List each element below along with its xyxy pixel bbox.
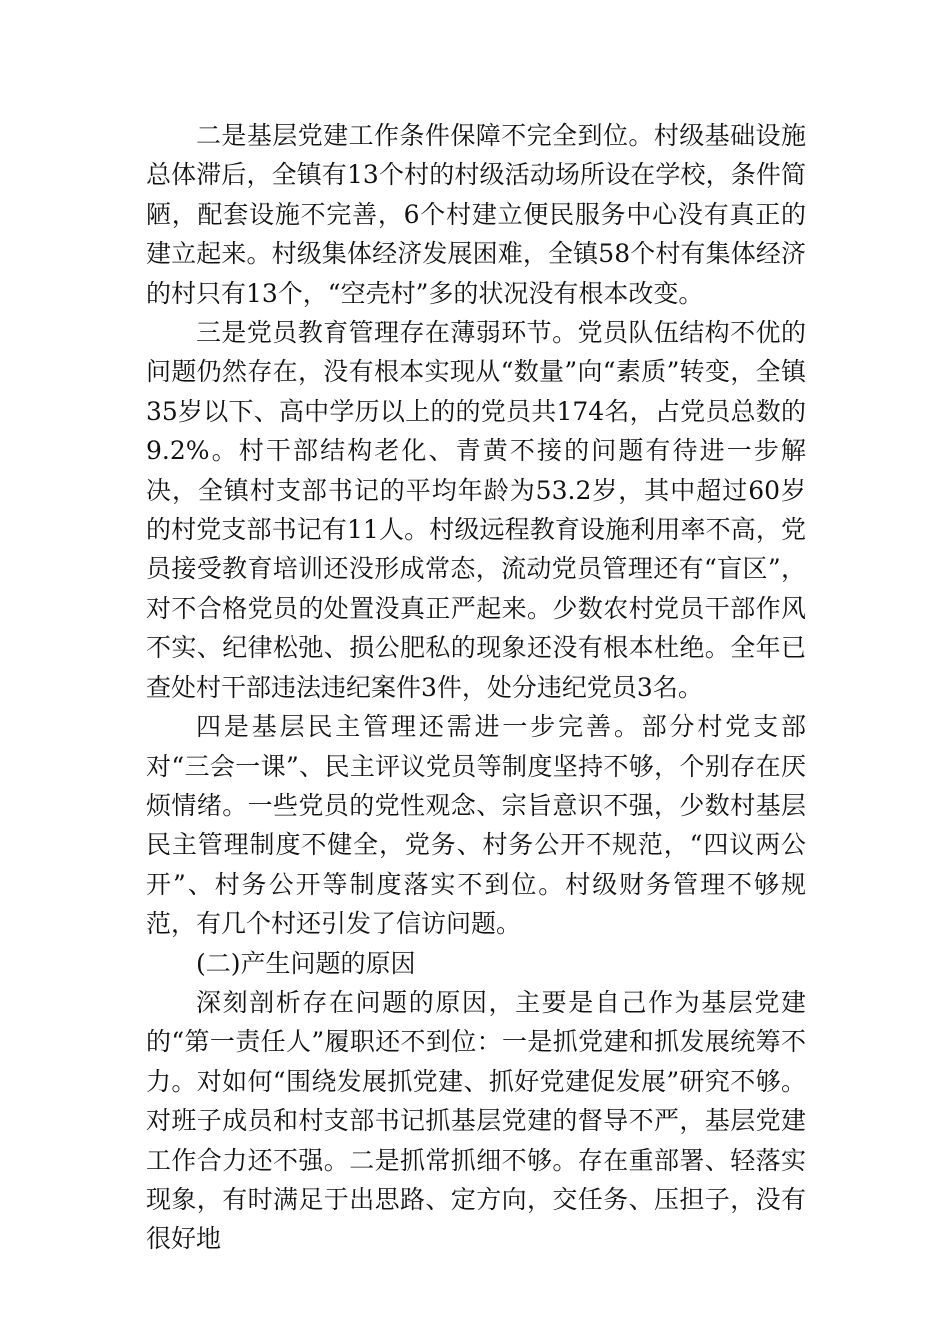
paragraph-member-education: 三是党员教育管理存在薄弱环节。党员队伍结构不优的问题仍然存在，没有根本实现从“数量”向“素质”转变，全镇35岁以下、高中学历以上的的党员共174名，占党员总数的9.2%。村干部结构老化、青黄不接的问题有待进一步解决，全镇村支部书记的平均年龄为53.2岁，其中超过60岁的村党支部书记有11人。村级远程教育设施利用率不高，党员接受教育培训还没形成常态，流动党员管理还有“盲区”，对不合格党员的处置没真正严起来。少数农村党员干部作风不实、纪律松弛、损公肥私的现象还没有根本杜绝。全年已查处村干部违法违纪案件3件，处分违纪党员3名。	[146, 318, 806, 702]
paragraph-cause-analysis: 深刻剖析存在问题的原因，主要是自己作为基层党建的“第一责任人”履职还不到位：一是抓党建和抓发展统筹不力。对如何“围绕发展抓党建、抓好党建促发展”研究不够。对班子成员和村支部书记抓基层党建的督导不严，基层党建工作合力还不强。二是抓常抓细不够。存在重部署、轻落实现象，有时满足于出思路、定方向，交任务、压担子，没有很好地	[146, 987, 806, 1254]
paragraph-condition-guarantee: 二是基层党建工作条件保障不完全到位。村级基础设施总体滞后，全镇有13个村的村级活动场所设在学校，条件简陋，配套设施不完善，6个村建立便民服务中心没有真正的建立起来。村级集体经济发展困难，全镇58个村有集体经济的村只有13个，“空壳村”多的状况没有根本改变。	[146, 121, 806, 308]
paragraph-democratic-management: 四是基层民主管理还需进一步完善。部分村党支部对“三会一课”、民主评议党员等制度坚持不够，个别存在厌烦情绪。一些党员的党性观念、宗旨意识不强，少数村基层民主管理制度不健全，党务、村务公开不规范，“四议两公开”、村务公开等制度落实不到位。村级财务管理不够规范，有几个村还引发了信访问题。	[146, 712, 806, 939]
document-body	[146, 116, 806, 1259]
section-heading-causes: (二)产生问题的原因	[196, 948, 416, 978]
